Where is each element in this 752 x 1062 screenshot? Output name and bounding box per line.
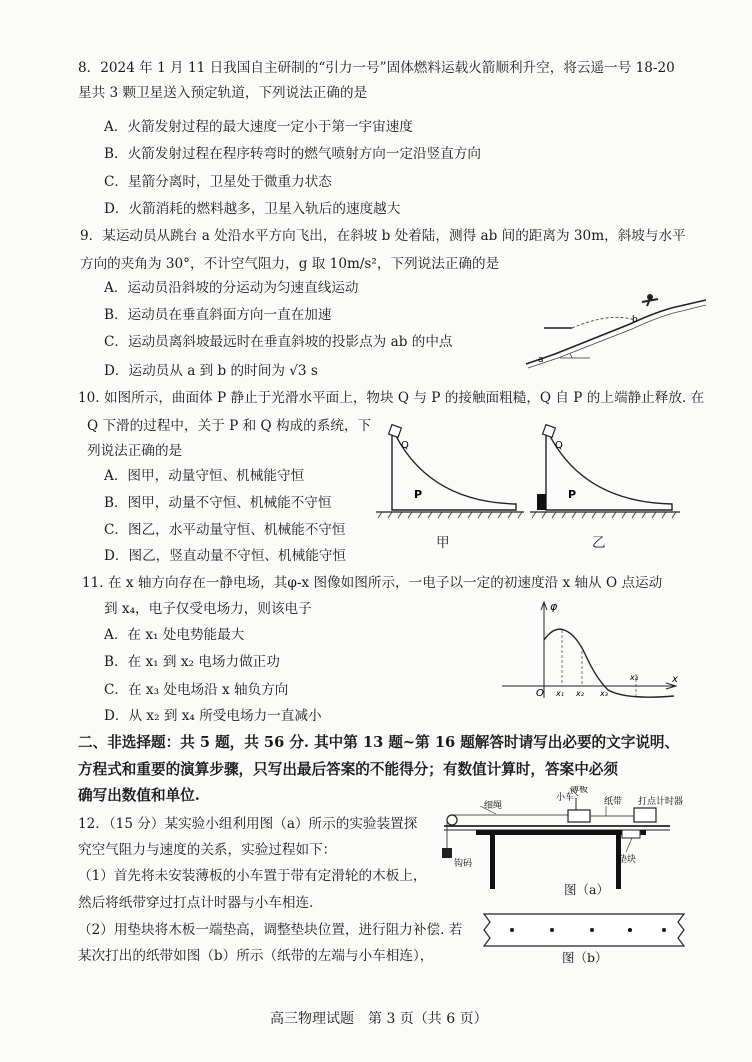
caption-fig-a: 图（a） — [564, 882, 609, 897]
ski-slope-figure — [520, 282, 710, 374]
q8-option-b: B．火箭发射过程在程序转弯时的燃气喷射方向一定沿竖直方向 — [104, 146, 482, 162]
q9-option-a: A．运动员沿斜坡的分运动为匀速直线运动 — [104, 280, 359, 296]
cart — [568, 810, 590, 822]
tick-x4: x₄ — [630, 673, 638, 682]
q10-stem-line2: Q 下滑的过程中，关于 P 和 Q 构成的系统，下 — [87, 418, 372, 434]
caption-fig-b: 图（b） — [562, 950, 608, 965]
q11-option-a: A．在 x₁ 处电势能最大 — [104, 627, 245, 643]
q9-stem-line2: 方向的夹角为 30°，不计空气阻力，g 取 10m/s²，下列说法正确的是 — [80, 256, 500, 272]
phi-axis-label: φ — [550, 600, 558, 613]
label-cart: 小车 — [556, 793, 575, 803]
label-rope: 细绳 — [484, 801, 503, 811]
section2-line1: 二、非选择题：共 5 题，共 56 分. 其中第 13 题~第 16 题解答时请写出必要的文字说明、 — [78, 734, 680, 751]
wall-block — [537, 494, 546, 510]
q10-figure-jia — [376, 424, 524, 524]
q9-option-d: D．运动员从 a 到 b 的时间为 √3 s — [104, 363, 318, 379]
q11-option-d: D．从 x₂ 到 x₄ 所受电场力一直减小 — [104, 708, 322, 724]
phi-x-graph — [496, 598, 684, 706]
q10-option-b: B．图甲，动量不守恒、机械能不守恒 — [104, 495, 332, 511]
q10-caption-yi: 乙 — [592, 535, 606, 551]
q12-line6: 某次打出的纸带如图（b）所示（纸带的左端与小车相连）， — [78, 948, 434, 964]
label-block: 垫块 — [618, 855, 637, 865]
q12-line1: 12．（15 分）某实验小组利用图（a）所示的实验装置探 — [78, 816, 418, 832]
q8-stem-line2: 星共 3 颗卫星送入预定轨道，下列说法正确的是 — [78, 85, 368, 101]
q8-option-c: C．星箭分离时，卫星处于微重力状态 — [104, 174, 332, 190]
q12-line5: （2）用垫块将木板一端垫高，调整垫块位置，进行阻力补偿. 若 — [78, 922, 463, 938]
q8-option-a: A．火箭发射过程的最大速度一定小于第一宇宙速度 — [104, 119, 413, 135]
label-tape: 纸带 — [604, 797, 623, 807]
q11-option-c: C．在 x₃ 处电场沿 x 轴负方向 — [104, 682, 289, 698]
q8-option-d: D．火箭消耗的燃料越多，卫星入轨后的速度越大 — [104, 201, 401, 217]
q12-line2: 究空气阻力与速度的关系，实验过程如下： — [78, 842, 337, 858]
origin-label: O — [536, 688, 544, 699]
paper-tape-figure-b — [478, 910, 692, 950]
tick-x1: x₁ — [556, 689, 564, 698]
q12-line3: （1）首先将未安装薄板的小车置于带有定滑轮的木板上， — [78, 868, 427, 884]
page-footer: 高三物理试题 第 3 页（共 6 页） — [270, 1011, 488, 1027]
q8-stem-line1: 8．2024 年 1 月 11 日我国自主研制的“引力一号”固体燃料运载火箭顺利升空，将云遥一号 18-20 — [78, 60, 675, 76]
q10-stem-line1: 10. 如图所示，曲面体 P 静止于光滑水平面上，物块 Q 与 P 的接触面粗糙，Q 自 P 的上端静止释放. 在 — [78, 390, 705, 406]
q11-stem-line1: 11. 在 x 轴方向存在一静电场，其φ-x 图像如图所示，一电子以一定的初速度沿 x 轴从 O 点运动 — [82, 575, 663, 591]
pulley-icon — [447, 815, 457, 825]
q10-option-c: C．图乙，水平动量守恒、机械能不守恒 — [104, 522, 346, 538]
q9-label-a: a — [538, 355, 544, 365]
q10-yi-label-q: Q — [555, 440, 563, 451]
q10-caption-jia: 甲 — [436, 535, 450, 551]
q12-line4: 然后将纸带穿过打点计时器与小车相连. — [78, 895, 314, 911]
q10-option-d: D．图乙，竖直动量不守恒、机械能守恒 — [104, 548, 346, 564]
section2-line3: 确写出数值和单位. — [78, 787, 200, 804]
tick-x3: x₃ — [600, 689, 608, 698]
label-board: 薄板 — [570, 786, 589, 795]
q10-jia-label-q: Q — [401, 440, 409, 451]
x-axis-label: x — [672, 674, 678, 685]
q10-jia-label-p: P — [414, 488, 423, 501]
q10-option-a: A．图甲，动量守恒、机械能守恒 — [104, 468, 305, 484]
hook-weight — [442, 848, 452, 858]
label-timer: 打点计时器 — [638, 797, 684, 807]
q9-label-b: b — [632, 315, 638, 325]
tick-x2: x₂ — [576, 689, 584, 698]
q10-yi-label-p: P — [568, 488, 577, 501]
q9-stem-line1: 9．某运动员从跳台 a 处沿水平方向飞出，在斜坡 b 处着陆，测得 ab 间的距离为 30m，斜坡与水平 — [80, 228, 686, 244]
q10-stem-line3: 列说法正确的是 — [87, 443, 183, 459]
section2-line2: 方程式和重要的演算步骤，只写出最后答案的不能得分；有数值计算时，答案中必须 — [78, 761, 618, 778]
q9-option-b: B．运动员在垂直斜面方向一直在加速 — [104, 307, 332, 323]
q9-option-c: C．运动员离斜坡最远时在垂直斜坡的投影点为 ab 的中点 — [104, 334, 453, 350]
timer-icon — [634, 808, 656, 822]
q10-figure-yi — [530, 424, 680, 524]
skier-icon — [642, 294, 658, 306]
label-hook: 钩码 — [454, 859, 473, 869]
q11-option-b: B．在 x₁ 到 x₂ 电场力做正功 — [104, 654, 280, 670]
q11-stem-line2: 到 x₄，电子仅受电场力，则该电子 — [104, 601, 312, 617]
